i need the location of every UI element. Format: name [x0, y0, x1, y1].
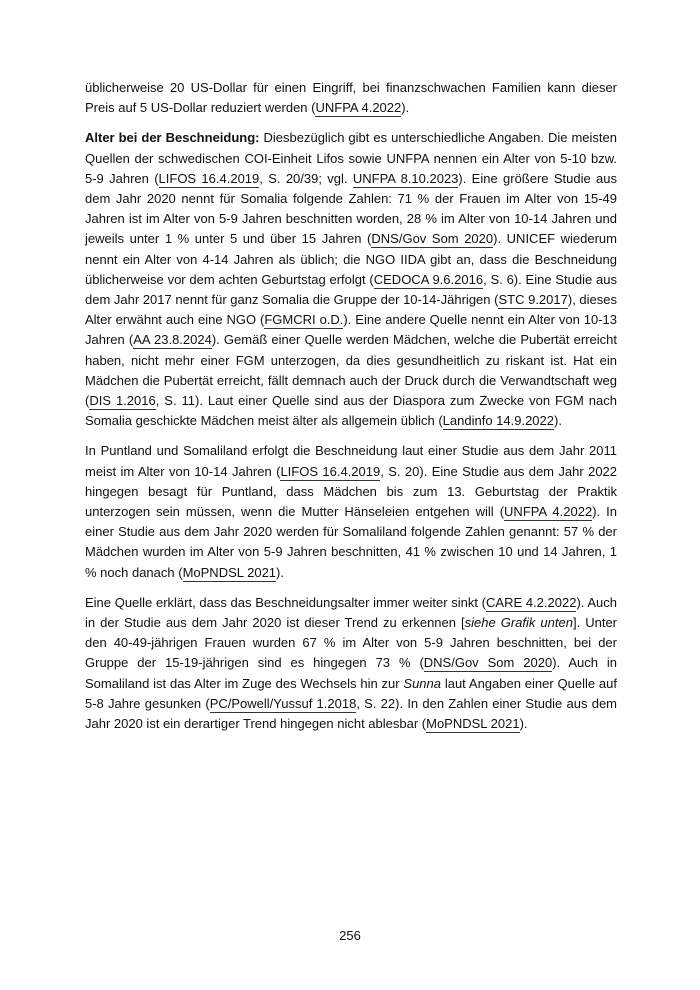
- text-run: ).: [519, 716, 528, 732]
- text-run: In Puntland und Somaliland erfolgt die Beschneidung laut einer Studie aus dem Jahr 2011 meist im Alter von 10-14 Jahren (: [85, 443, 617, 479]
- italic-text: Sunna: [403, 675, 441, 691]
- source-reference-link[interactable]: MoPNDSL 2021: [426, 716, 520, 732]
- text-run: ). UNICEF wiederum nennt ein Alter von 4-14 Jahren als üblich; die NGO IIDA gibt an, dass die Beschneidung üblicherweise vor dem achten Geburtstag erfolgt (: [85, 231, 617, 287]
- source-reference-link[interactable]: AA 23.8.2024: [133, 332, 212, 348]
- paragraph-age-at-cutting: [85, 128, 617, 431]
- source-reference-link[interactable]: CEDOCA 9.6.2016: [373, 271, 484, 287]
- paragraph-price: [85, 78, 617, 118]
- source-reference-link[interactable]: UNFPA 4.2022: [315, 100, 402, 116]
- source-reference-link[interactable]: DIS 1.2016: [89, 393, 156, 409]
- source-reference-link[interactable]: STC 9.2017: [498, 292, 568, 308]
- source-reference-link[interactable]: MoPNDSL 2021: [182, 564, 277, 580]
- bold-lead-in: Alter bei der Beschneidung:: [85, 130, 260, 146]
- text-run: , S. 22). In den Zahlen einer Studie aus dem Jahr 2020 ist ein derartiger Trend hingegen nicht ablesbar (: [85, 695, 617, 732]
- text-run: ).: [276, 564, 284, 580]
- source-reference-link[interactable]: Landinfo 14.9.2022: [442, 413, 554, 429]
- text-run: ). Eine andere Quelle nennt ein Alter von 10-13 Jahren (: [85, 312, 617, 348]
- text-run: Diesbezüglich gibt es unterschiedliche Angaben. Die meisten Quellen der schwedischen COI-Einheit Lifos sowie UNFPA nennen ein Alter von 5-10 bzw. 5-9 Jahren (: [85, 130, 617, 186]
- text-run: ).: [401, 100, 410, 116]
- text-run: , S. 6). Eine Studie aus dem Jahr 2017 nennt für ganz Somalia die Gruppe der 10-14-Jährigen (: [85, 271, 617, 308]
- text-run: ), dieses Alter erwähnt auch eine NGO (: [85, 292, 617, 328]
- text-run: ). Gemäß einer Quelle werden Mädchen, welche die Pubertät erreicht haben, nicht mehr einer FGM unterzogen, da dies gesundheitlich zu riskant ist. Hat ein Mädchen die Pubertät erreicht, fällt demnach auch der Druck durch die Verwandtschaft weg (: [85, 332, 617, 409]
- text-run: ). Auch in Somaliland ist das Alter im Zuge des Wechsels hin zur: [85, 655, 618, 691]
- source-reference-link[interactable]: UNFPA 4.2022: [504, 504, 593, 520]
- text-run: , S. 20/39; vgl.: [259, 170, 353, 186]
- paragraph-puntland-somaliland: [85, 441, 617, 582]
- source-reference-link[interactable]: DNS/Gov Som 2020: [371, 231, 494, 247]
- page-number: 256: [339, 928, 361, 943]
- source-reference-link[interactable]: FGMCRI o.D.: [264, 312, 344, 328]
- text-run: ). Auch in der Studie aus dem Jahr 2020 ist dieser Trend zu erkennen [: [85, 594, 617, 631]
- document-body: [85, 78, 617, 744]
- source-reference-link[interactable]: DNS/Gov Som 2020: [423, 655, 553, 671]
- source-reference-link[interactable]: LIFOS 16.4.2019: [280, 463, 381, 479]
- text-run: ). In einer Studie aus dem Jahr 2020 werden für Somaliland folgende Zahlen genannt: 57 % der Mädchen wurden im Alter von 5-9 Jahren beschnitten, 41 % zwischen 10 und 14 Jahren, 1 % noch danach (: [85, 504, 617, 580]
- text-run: , S. 11). Laut einer Quelle sind aus der Diaspora zum Zwecke von FGM nach Somalia geschickte Mädchen meist älter als allgemein üblich (: [85, 393, 617, 429]
- paragraph-age-trend: [85, 593, 617, 734]
- text-run: , S. 20). Eine Studie aus dem Jahr 2022 hingegen besagt für Puntland, dass Mädchen bis zum 13. Geburtstag der Praktik unterzogen sein müssen, wenn die Mutter Hänseleien entgehen will (: [85, 463, 618, 520]
- source-reference-link[interactable]: CARE 4.2.2022: [486, 594, 577, 610]
- source-reference-link[interactable]: PC/Powell/Yussuf 1.2018: [209, 695, 357, 711]
- italic-text: siehe Grafik unten: [464, 615, 573, 631]
- source-reference-link[interactable]: UNFPA 8.10.2023: [352, 170, 459, 186]
- text-run: üblicherweise 20 US-Dollar für einen Eingriff, bei finanzschwachen Familien kann dieser Preis auf 5 US-Dollar reduziert werden (: [85, 80, 617, 116]
- text-run: ]. Unter den 40-49-jährigen Frauen wurden 67 % im Alter von 5-9 Jahren beschnitten, bei der Gruppe der 15-19-jährigen sind es hingegen 73 % (: [85, 615, 617, 671]
- source-reference-link[interactable]: LIFOS 16.4.2019: [158, 170, 260, 186]
- text-run: Eine Quelle erklärt, dass das Beschneidungsalter immer weiter sinkt (: [85, 594, 487, 610]
- text-run: ).: [554, 413, 562, 429]
- text-run: laut Angaben einer Quelle auf 5-8 Jahre gesunken (: [85, 675, 617, 711]
- text-run: ). Eine größere Studie aus dem Jahr 2020 nennt für Somalia folgende Zahlen: 71 % der Frauen im Alter von 15-49 Jahren ist im Alter von 5-9 Jahren beschnitten worden, 28 % im Alter von 10-14 Jahren und jeweils unter 1 % unter 5 und über 15 Jahren (: [85, 170, 618, 247]
